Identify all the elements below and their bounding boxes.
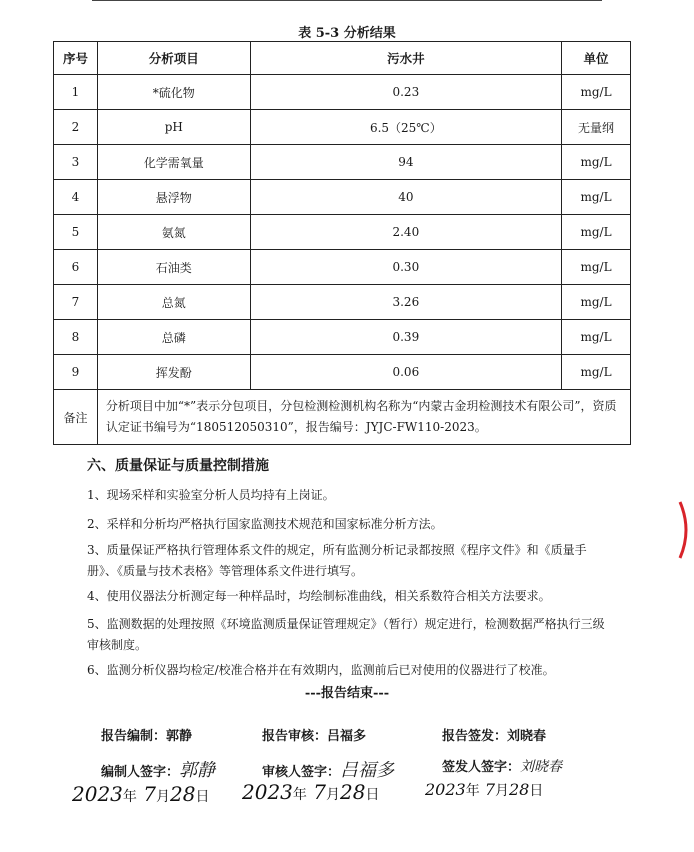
cell-value: 6.5（25℃） [250,110,561,145]
compiler-signature: 郭静 [179,760,216,781]
table-row [54,75,631,110]
issuer-date: 2023年 7月28日 [425,780,544,799]
cell-index: 5 [54,215,98,250]
qa-item: 1、现场采样和实验室分析人员均持有上岗证。 [87,488,335,502]
qa-item: 4、使用仪器法分析测定每一种样品时，均绘制标准曲线，相关系数符合相关方法要求。 [87,589,551,603]
table-header-row [54,42,631,75]
cell-value: 94 [250,145,561,180]
cell-index: 1 [54,75,98,110]
cell-index: 3 [54,145,98,180]
table-row [54,320,631,355]
cell-index: 9 [54,355,98,390]
cell-value: 0.39 [250,320,561,355]
cell-index: 6 [54,250,98,285]
cell-unit: mg/L [562,355,631,390]
table-row [54,180,631,215]
cell-item: 化学需氧量 [97,145,250,180]
cell-unit: 无量纲 [562,110,631,145]
cell-unit: mg/L [562,250,631,285]
cell-value: 0.30 [250,250,561,285]
cell-value: 40 [250,180,561,215]
cell-item: pH [97,110,250,145]
cell-unit: mg/L [562,145,631,180]
issuer-signature: 刘晓春 [520,759,563,775]
cell-item: 悬浮物 [97,180,250,215]
reviewer-sign-label: 审核人签字：吕福多 [262,760,395,781]
reviewer-date: 2023年 7月28日 [242,780,380,804]
table-note-row [54,390,631,445]
table-caption: 表 5-3 分析结果 [298,26,396,41]
table-row [54,285,631,320]
cell-item: 挥发酚 [97,355,250,390]
cell-item: 氨氮 [97,215,250,250]
cell-value: 0.06 [250,355,561,390]
issuer-label: 报告签发：刘晓春 [442,729,547,744]
cell-unit: mg/L [562,320,631,355]
cell-value: 2.40 [250,215,561,250]
cell-index: 7 [54,285,98,320]
cell-index: 4 [54,180,98,215]
qa-item: 3、质量保证严格执行管理体系文件的规定，所有监测分析记录都按照《程序文件》和《质量手册》、《质量与技术表格》等管理体系文件进行填写。 [87,543,587,578]
reviewer-label: 报告审核：吕福多 [262,729,367,744]
table-row [54,355,631,390]
qa-item: 5、监测数据的处理按照《环境监测质量保证管理规定》（暂行）规定进行，检测数据严格执行三级审核制度。 [87,617,605,652]
table-row [54,145,631,180]
compiler-date: 2023年 7月28日 [72,782,210,806]
cell-unit: mg/L [562,215,631,250]
qa-item: 6、监测分析仪器均检定/校准合格并在有效期内，监测前后已对使用的仪器进行了校准。 [87,663,555,677]
seal-edge-mark [676,500,694,560]
cell-item: *硫化物 [97,75,250,110]
table-row [54,215,631,250]
table-row [54,110,631,145]
section-title: 六、质量保证与质量控制措施 [87,458,269,474]
cell-value: 0.23 [250,75,561,110]
header-item: 分析项目 [97,42,250,75]
cell-item: 总磷 [97,320,250,355]
compiler-sign-label: 编制人签字：郭静 [101,760,216,781]
top-rule [92,0,602,1]
cell-unit: mg/L [562,180,631,215]
note-label: 备注 [54,390,98,445]
cell-index: 8 [54,320,98,355]
report-end: ---报告结束--- [304,686,390,701]
note-text: 分析项目中加“*”表示分包项目，分包检测检测机构名称为“内蒙古金玥检测技术有限公司”，资质认定证书编号为“180512050310”，报告编号：JYJC-FW110-2023。 [97,390,630,445]
issuer-sign-label: 签发人签字：刘晓春 [442,759,563,775]
cell-value: 3.26 [250,285,561,320]
cell-item: 石油类 [97,250,250,285]
reviewer-signature: 吕福多 [340,760,395,781]
results-table [53,41,631,445]
table-row [54,250,631,285]
header-unit: 单位 [562,42,631,75]
cell-index: 2 [54,110,98,145]
compiler-label: 报告编制：郭静 [101,729,193,744]
cell-unit: mg/L [562,285,631,320]
header-site: 污水井 [250,42,561,75]
cell-unit: mg/L [562,75,631,110]
header-index: 序号 [54,42,98,75]
qa-item: 2、采样和分析均严格执行国家监测技术规范和国家标准分析方法。 [87,517,443,531]
cell-item: 总氮 [97,285,250,320]
